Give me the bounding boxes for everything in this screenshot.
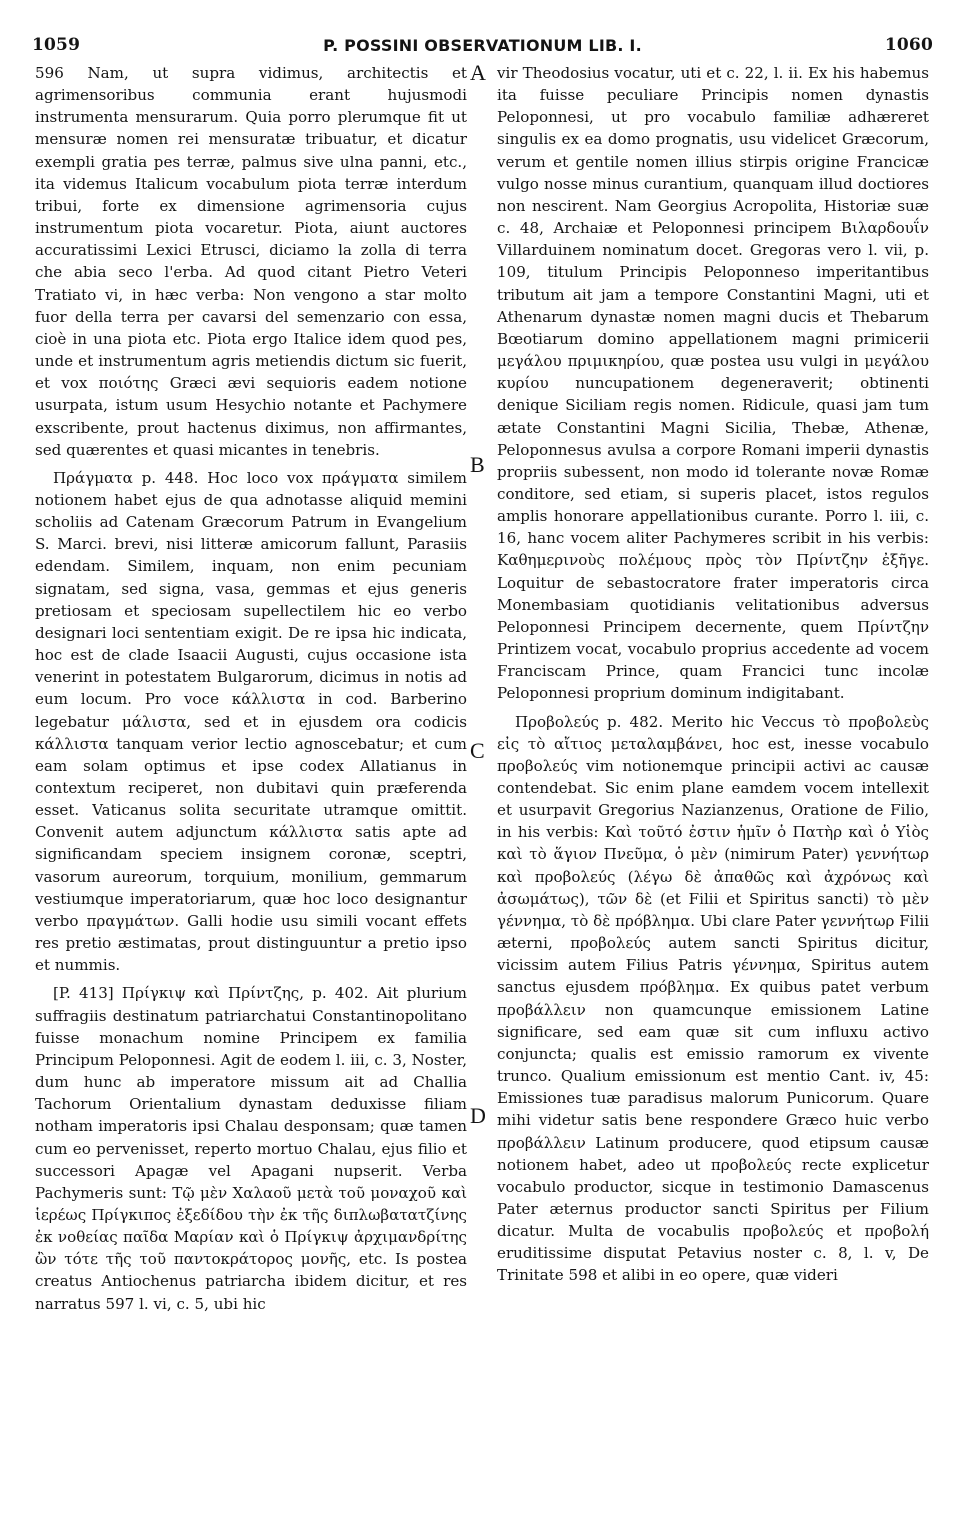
paragraph: [P. 413] Πρίγκιψ καὶ Πρίντζης, p. 402. Ait plurium suffragiis destinatum patriarchatui Constantinopolitano fuisse monachum nomine Principem ex familia Principum Peloponnesi. Agit de eodem l. iii, c. 3, Noster, dum hunc ab imperatore missum ait ad Challia Tachorum Orientalium dynastam deduxisse filiam notham imperatoris ipsi Chalau desponsam; quæ tamen cum eo pervenisset, reperto mortuo Chalau, ejus filio et successori Apagæ vel Apagani nupserit. Verba Pachymeris sunt: Τῷ μὲν Χαλαοῦ μετὰ τοῦ μοναχοῦ καὶ ἱερέως Πρίγκιπος ἐξεδίδου τὴν ἐκ τῆς διπλωβατατζίνης ἐκ νοθείας παῖδα Μαρίαν καὶ ὁ Πρίγκιψ ἀρχιμανδρίτης ὢν τότε τῆς τοῦ παντοκράτορος μονῆς, etc. Is postea creatus Antiochenus patriarcha ibidem dicitur, et res narratus 597 l. vi, c. 5, ubi hic [35, 984, 467, 1313]
right-column [497, 62, 929, 1287]
page-header [32, 30, 933, 60]
left-column [35, 62, 467, 1315]
paragraph: 596 Nam, ut supra vidimus, architectis et agrimensoribus communia erant hujusmodi instrumenta mensurarum. Quia porro plerumque fit ut mensuræ nomen rei mensuratæ tribuatur, et dicatur exempli gratia pes terræ, palmus sive ulna panni, etc., ita videmus Italicum vocabulum piota terræ interdum tribui, forte ex dimensione agrimensoria cujus instrumentum piota vocaretur. Piota, aiunt auctores accuratissimi Lexici Etrusci, diciamo la zolla di terra che abia seco l'erba. Ad quod citant Pietro Veteri Tratiato vi, in hæc verba: Non vengono a star molto fuor della terra per cavarsi del semenzario con essa, cioè in una piota etc. Piota ergo Italice idem quod pes, unde et instrumentum agris metiendis dictum sic fuerit, et vox ποιότης Græci ævi sequioris eadem notione usurpata, istum usum Hesychio notante et Pachymere exscribente, prout hactenus diximus, non affirmantes, sed quærentes et quasi micantes in tenebris. [35, 64, 467, 459]
page-number-left: 1059 [32, 35, 81, 55]
running-title: P. POSSINI OBSERVATIONUM LIB. I. [323, 35, 642, 55]
page-number-right: 1060 [884, 35, 933, 55]
paragraph: Πράγματα p. 448. Hoc loco vox πράγματα similem notionem habet ejus de qua adnotasse aliquid memini scholiis ad Catenam Græcorum Patrum in Evangelium S. Marci. brevi, nisi litteræ amicorum fallunt, Parasiis edendam. Similem, inquam, non enim pecuniam signatam, sed signa, vasa, gemmas et ejus generis pretiosam et speciosam supellectilem hic eo verbo designari loci sententiam exigit. De re ipsa hic indicata, hoc est de clade Isaacii Augusti, cujus occasione ista venerint in potestatem Bulgarorum, dicimus in notis ad eum locum. Pro voce κάλλιστα in cod. Barberino legebatur μάλιστα, sed et in ejusdem ora codicis κάλλιστα tanquam verior lectio agnoscebatur; et cum eam solam optimus et ipse codex Allatianus in contextum reciperet, non dubitavi quin præferenda esset. Vaticanus solita securitate utramque omittit. Convenit autem adjunctum κάλλιστα satis apte ad significandam speciem insignem coronæ, sceptri, vasorum aureorum, torquium, monilium, gemmarum vestiumque imperatoriarum, quæ hoc loco designantur verbo πραγμάτων. Galli hodie usu simili vocant effets res pretio æstimatas, prout distinguuntur a pretio ipso et nummis. [35, 468, 467, 975]
margin-letter-c: C [470, 738, 485, 763]
margin-letter-a: A [470, 60, 486, 85]
paragraph: Προβολεύς p. 482. Merito hic Veccus τὸ προβολεὺς εἰς τὸ αἴτιος μεταλαμβάνει, hoc est, inesse vocabulo προβολεύς vim notionemque principii activi ac causæ contendebat. Sic enim plane eamdem vocem intellexit et usurpavit Gregorius Nazianzenus, Oratione de Filio, in his verbis: Καὶ τοῦτό ἐστιν ἡμῖν ὁ Πατὴρ καὶ ὁ Υἱὸς καὶ τὸ ἅγιον Πνεῦμα, ὁ μὲν (nimirum Pater) γεννήτωρ καὶ προβολεύς (λέγω δὲ ἀπαθῶς καὶ ἀχρόνως καὶ ἀσωμάτως), τῶν δὲ (et Filii et Spiritus sancti) τὸ μὲν γέννημα, τὸ δὲ πρόβλημα. Ubi clare Pater γεννήτωρ Filii æterni, προβολεύς autem sancti Spiritus dicitur, vicissim autem Filius Patris γέννημα, Spiritus autem sanctus ejusdem πρόβλημα. Ex quibus patet verbum προβάλλειν non quamcunque emissionem Latine significare, sed eam quæ sit cum influxu activo conjuncta; qualis est emissio ramorum ex vivente trunco. Qualium emissionum est mentio Cant. iv, 45: Emissiones tuæ paradisus malorum Punicorum. Quare mihi videtur satis bene respondere Græco huic verbo προβάλλειν Latinum producere, quod etipsum causæ notionem habet, adeo ut προβολεύς recte explicetur vocabulo productor, sicque in testimonio Damascenus Pater æternus productor sancti Spiritus per Filium dicatur. Multa de vocabulis προβολεύς et προβολή eruditissime disputat Petavius noster c. 8, l. v, De Trinitate 598 et alibi in eo opere, quæ videri [497, 712, 929, 1285]
margin-letter-d: D [470, 1103, 486, 1128]
paragraph: vir Theodosius vocatur, uti et c. 22, l. ii. Ex his habemus ita fuisse peculiare Principis nomen dynastis Peloponnesi, ut pro vocabulo familiæ adhæreret singulis ex ea domo prognatis, usu videlicet Græcorum, verum et gentile nomen illius stirpis origine Franciсæ vulgo nosse minus curantium, quanquam illud doctiores non nescirent. Nam Georgius Acropolita, Historiæ suæ c. 48, Archaiæ et Peloponnesi principem Βιλαρδουΐν Villarduinem nominatum docet. Gregoras vero l. vii, p. 109, titulum Principis Peloponneso imperitantibus tributum ait jam a tempore Constantini Magni, uti et Athenarum dynastæ nomen magni ducis et Thebarum Bœotiarum domino appellationem magni primicerii μεγάλου πριμικηρίου, quæ postea usu vulgi in μεγάλου κυρίου nuncupationem degeneraverit; obtinenti denique Siciliam regis nomen. Ridicule, quasi jam tum ætate Constantini Magni Sicilia, Thebæ, Athenæ, Peloponnesus avulsa a corpore Romani imperii dynastis propriis subessent, non modo id tolerante novæ Romæ conditore, sed etiam, si superis placet, istos regulos amplis honorare appellationibus curante. Porro l. iii, c. 16, hanc vocem aliter Pachymeres scribit in his verbis: Καθημερινοὺς πολέμους πρὸς τὸν Πρίντζην ἐξῆγε. Loquitur de sebastocratore frater imperatoris circa Monembasiam quotidianis velitationibus adversus Peloponnesi Principem decernente, quem Πρίντζην Printizem vocat, vocabulo proprius accedente ad vocem Franciscam Prince, quam Francici tunc incolæ Peloponnesi proprium dominum indigitabant. [497, 64, 929, 703]
margin-letter-b: B [470, 452, 485, 477]
